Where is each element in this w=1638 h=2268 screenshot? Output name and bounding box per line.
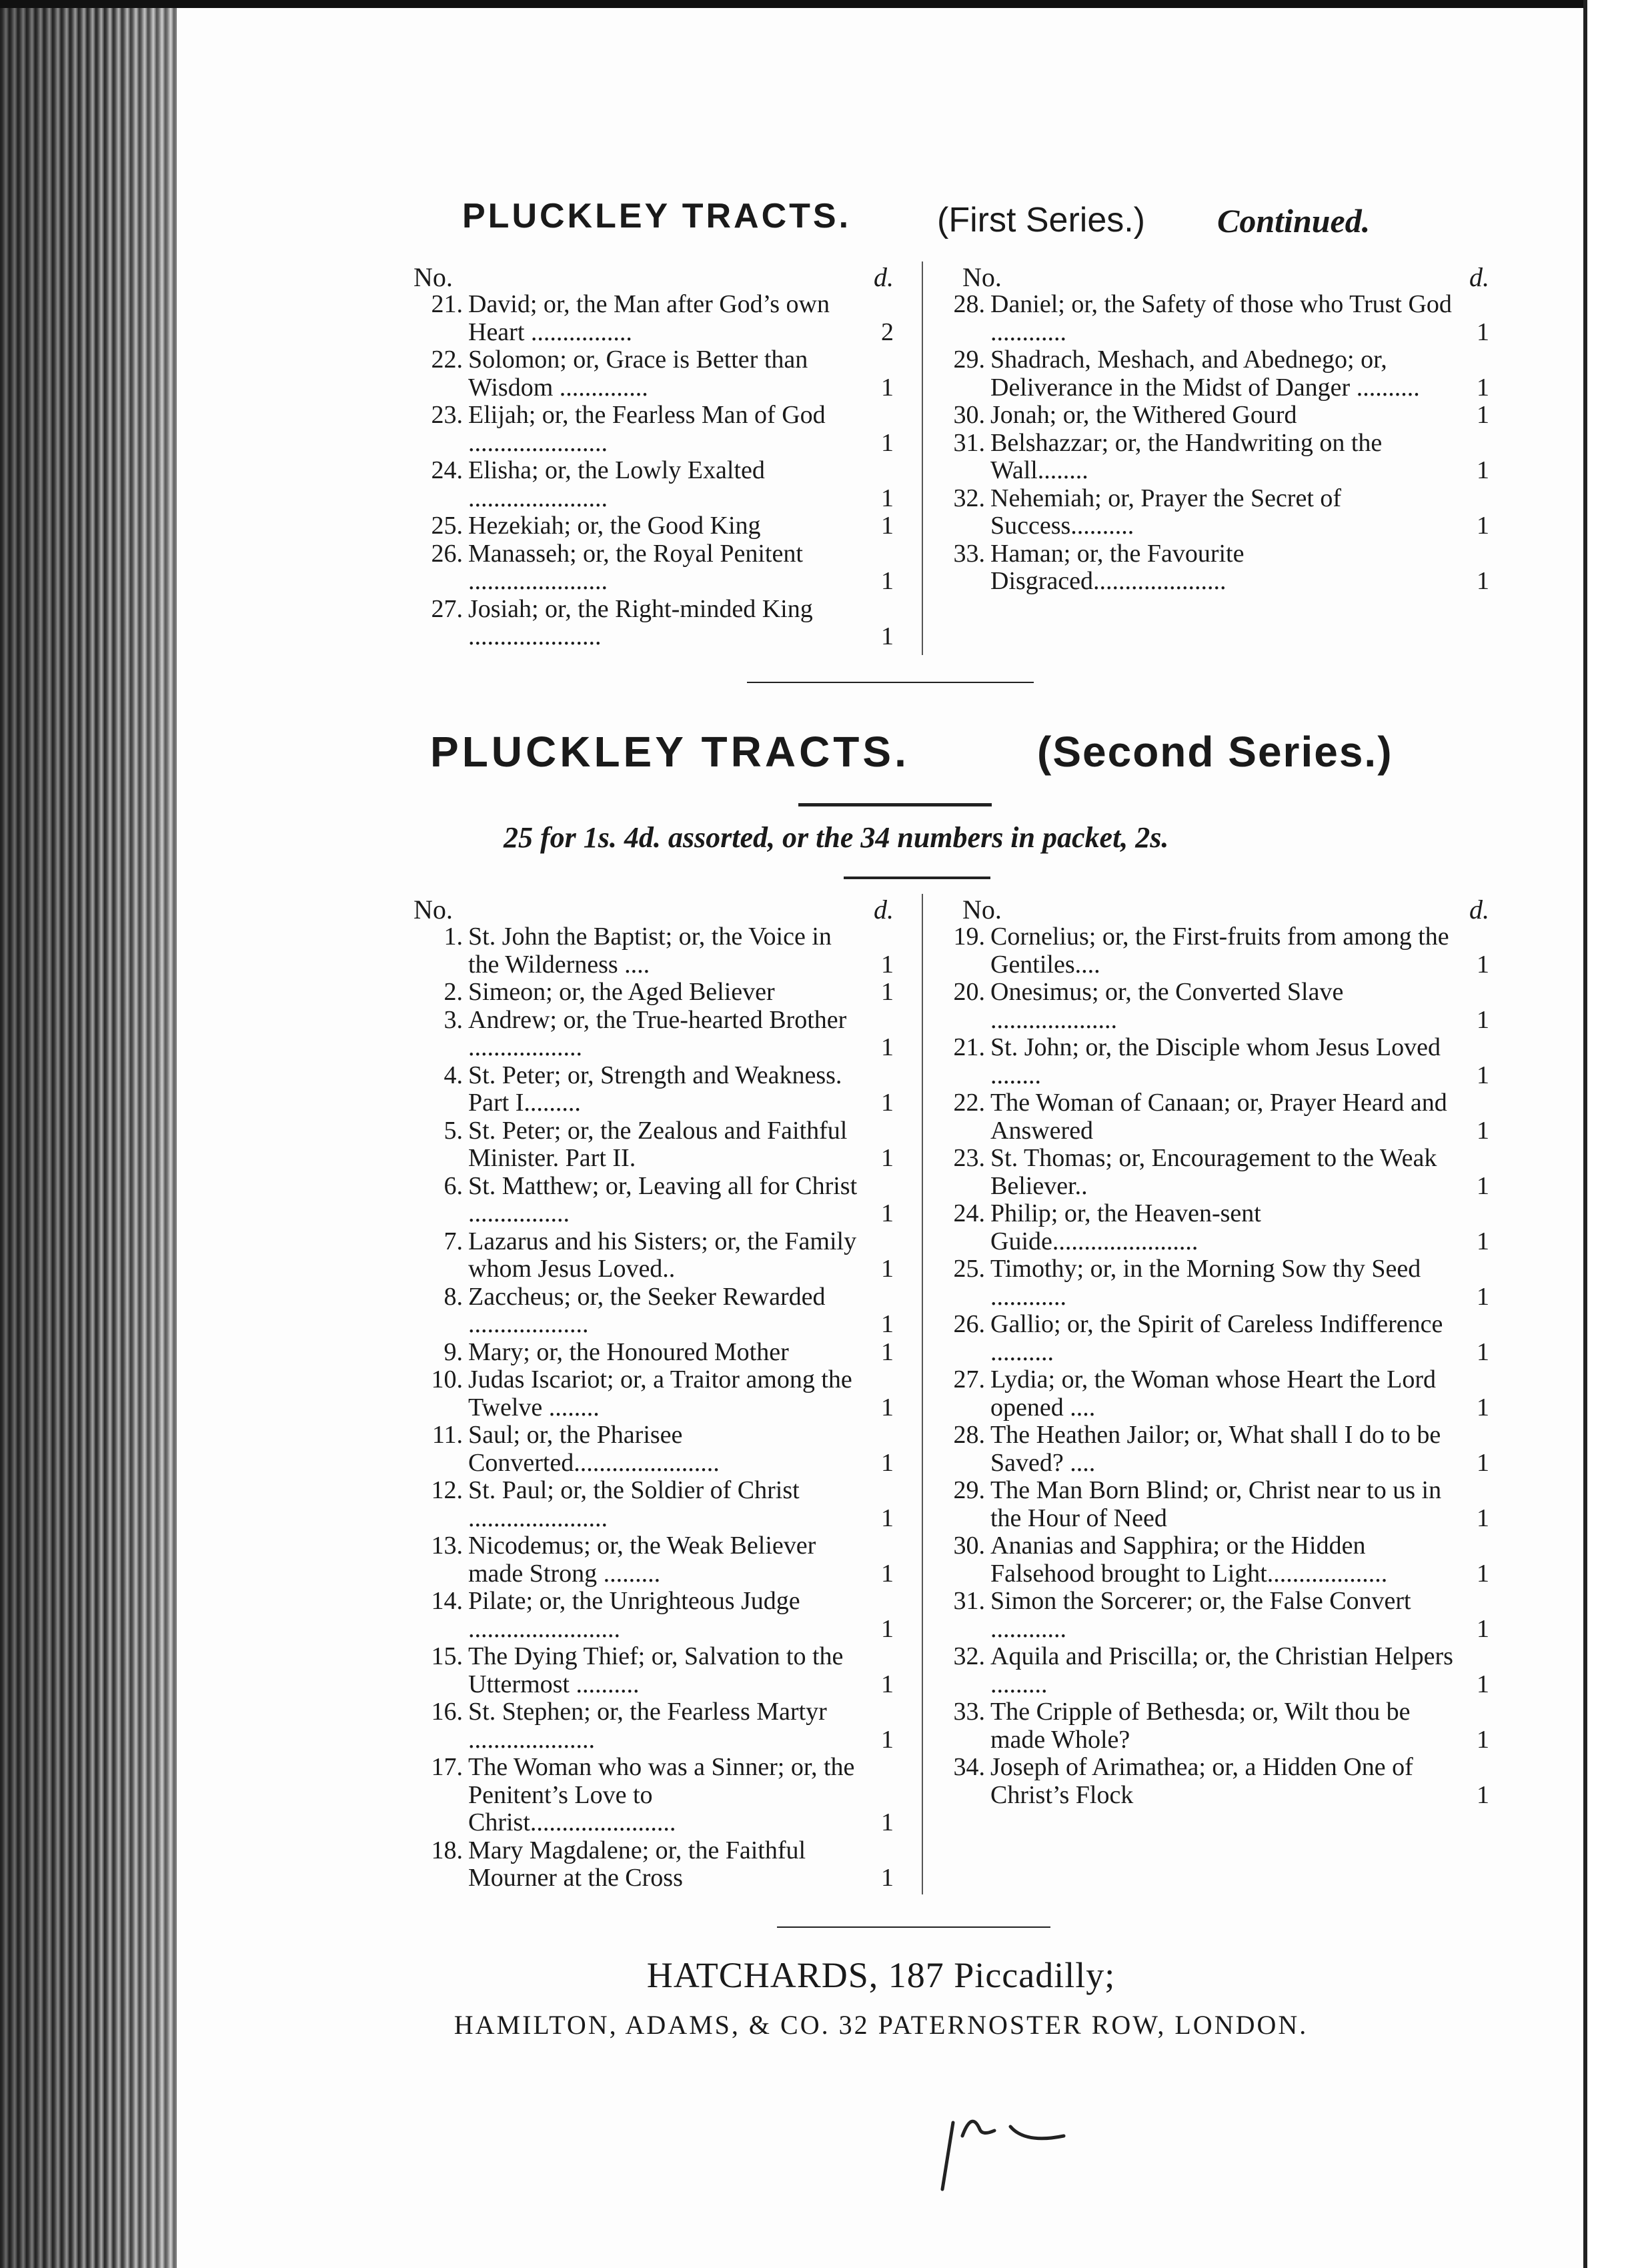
tract-number: 15. — [431, 1642, 463, 1670]
tract-number: 24. — [953, 1199, 985, 1227]
tract-entry — [414, 402, 894, 457]
tract-entry — [936, 1532, 1489, 1588]
tract-title: Zaccheus; or, the Seeker Rewarded ................... — [468, 1282, 826, 1338]
tract-price: 1 — [881, 567, 894, 595]
tract-entry — [936, 1643, 1489, 1698]
tract-price: 1 — [881, 1144, 894, 1172]
scan-border-right — [1583, 0, 1638, 2268]
tract-title: David; or, the Man after God’s own Heart ................ — [468, 290, 830, 346]
section-rule — [747, 682, 1034, 683]
tract-number: 3. — [444, 1005, 463, 1034]
tract-entry — [414, 1477, 894, 1532]
publisher-line-2: HAMILTON, ADAMS, & CO. 32 PATERNOSTER ROW, LONDON. — [454, 2010, 1309, 2040]
tract-title: Josiah; or, the Right-minded King ..................... — [468, 594, 813, 650]
catalogue-page — [175, 8, 1585, 2268]
tract-price: 1 — [881, 1670, 894, 1698]
tract-number: 22. — [953, 1089, 985, 1117]
tract-price: 1 — [881, 1808, 894, 1836]
number-header: No. — [962, 262, 1002, 292]
tract-entry — [936, 1311, 1489, 1366]
tract-number: 7. — [444, 1227, 463, 1255]
tract-price: 2 — [881, 318, 894, 346]
tract-price: 1 — [881, 1559, 894, 1588]
tract-entry — [414, 923, 894, 979]
tract-title: St. Paul; or, the Soldier of Christ ...................... — [468, 1476, 800, 1532]
number-header: No. — [962, 895, 1002, 925]
tract-number: 10. — [431, 1365, 463, 1393]
tract-entry — [936, 1588, 1489, 1643]
tract-number: 29. — [953, 346, 985, 374]
tract-entry — [936, 923, 1489, 979]
tract-price: 1 — [1477, 950, 1489, 979]
tract-number: 2. — [444, 978, 463, 1006]
tract-number: 30. — [953, 401, 985, 429]
tract-number: 23. — [953, 1144, 985, 1172]
second-series-right-column — [936, 894, 1489, 1809]
tract-price: 1 — [1477, 1282, 1489, 1311]
tract-title: The Cripple of Bethesda; or, Wilt thou be made Whole? — [990, 1698, 1411, 1754]
tract-title: The Woman who was a Sinner; or, the Penitent’s Love to Christ....................... — [468, 1753, 855, 1836]
tract-price: 1 — [1477, 1171, 1489, 1200]
tract-entry — [936, 430, 1489, 485]
tract-title: The Man Born Blind; or, Christ near to us in the Hour of Need — [990, 1476, 1442, 1532]
tract-title: St. Peter; or, Strength and Weakness. Part I......... — [468, 1061, 842, 1117]
tract-title: The Dying Thief; or, Salvation to the Uttermost .......... — [468, 1642, 844, 1698]
tract-price: 1 — [1477, 512, 1489, 540]
tract-title: St. Thomas; or, Encouragement to the Weak Believer.. — [990, 1144, 1437, 1200]
tract-price: 1 — [881, 1448, 894, 1477]
tract-entry — [414, 1366, 894, 1422]
tract-price: 1 — [1477, 1614, 1489, 1643]
tract-number: 19. — [953, 923, 985, 951]
tract-title: Lazarus and his Sisters; or, the Family whom Jesus Loved.. — [468, 1227, 857, 1283]
first-series-left-column — [414, 261, 894, 651]
tract-number: 31. — [953, 428, 985, 457]
tract-title: Joseph of Arimathea; or, a Hidden One of Christ’s Flock — [990, 1753, 1413, 1809]
tract-price: 1 — [1477, 318, 1489, 346]
tract-price: 1 — [881, 1504, 894, 1532]
tract-entry — [414, 1698, 894, 1754]
tract-price: 1 — [881, 373, 894, 402]
tract-price: 1 — [881, 622, 894, 650]
tract-list — [936, 291, 1489, 596]
tract-entry — [414, 291, 894, 346]
tract-title: St. John the Baptist; or, the Voice in the Wilderness .... — [468, 923, 832, 979]
tract-entry — [414, 1532, 894, 1588]
tract-price: 1 — [1477, 373, 1489, 402]
tract-title: Elijah; or, the Fearless Man of God ...................... — [468, 401, 826, 457]
tract-price: 1 — [881, 1614, 894, 1643]
tract-number: 6. — [444, 1171, 463, 1200]
tract-entry — [414, 1117, 894, 1173]
tract-number: 32. — [953, 1642, 985, 1670]
tract-number: 28. — [953, 290, 985, 318]
tract-number: 31. — [953, 1587, 985, 1615]
tract-title: Simeon; or, the Aged Believer — [468, 978, 775, 1006]
tract-number: 21. — [953, 1033, 985, 1061]
column-header — [936, 261, 1489, 291]
publisher-line-1: HATCHARDS, 187 Piccadilly; — [646, 1955, 1116, 1995]
tract-entry — [936, 1034, 1489, 1089]
tract-title: St. Peter; or, the Zealous and Faithful Minister. Part II. — [468, 1116, 848, 1172]
price-header: d. — [1469, 895, 1489, 925]
number-header: No. — [414, 262, 453, 292]
tract-entry — [414, 540, 894, 596]
first-series-right-column — [936, 261, 1489, 596]
tract-number: 8. — [444, 1282, 463, 1311]
tract-price: 1 — [881, 978, 894, 1006]
tract-entry — [936, 1477, 1489, 1532]
tract-title: Haman; or, the Favourite Disgraced..................... — [990, 539, 1245, 595]
tract-number: 1. — [444, 923, 463, 951]
tract-number: 22. — [431, 346, 463, 374]
tract-price: 1 — [1477, 1504, 1489, 1532]
title-underline — [798, 803, 992, 806]
tract-title: Simon the Sorcerer; or, the False Convert ............ — [990, 1587, 1411, 1643]
tract-price: 1 — [1477, 1116, 1489, 1145]
tract-price: 1 — [881, 1033, 894, 1061]
tract-price: 1 — [881, 1393, 894, 1422]
tract-entry — [936, 485, 1489, 540]
tract-number: 4. — [444, 1061, 463, 1089]
tract-number: 23. — [431, 401, 463, 429]
tract-entry — [414, 512, 894, 540]
first-series-label: (First Series.) — [937, 201, 1145, 239]
tract-price: 1 — [1477, 1780, 1489, 1809]
tract-price: 1 — [1477, 567, 1489, 595]
tract-number: 34. — [953, 1753, 985, 1781]
edge-shadow — [0, 0, 175, 2268]
tract-title: Andrew; or, the True-hearted Brother .................. — [468, 1005, 847, 1061]
column-header — [414, 261, 894, 291]
handwritten-mark — [930, 2096, 1117, 2196]
tract-entry — [936, 402, 1489, 430]
tract-price: 1 — [1477, 1559, 1489, 1588]
tract-title: Manasseh; or, the Royal Penitent ...................... — [468, 539, 803, 595]
tract-list — [414, 923, 894, 1892]
tract-number: 21. — [431, 290, 463, 318]
tract-number: 17. — [431, 1753, 463, 1781]
tract-entry — [936, 1145, 1489, 1200]
tract-entry — [936, 346, 1489, 402]
tract-number: 33. — [953, 539, 985, 568]
tract-entry — [936, 540, 1489, 596]
tract-price: 1 — [881, 950, 894, 979]
tract-entry — [414, 1062, 894, 1117]
tract-title: Nehemiah; or, Prayer the Secret of Success.......... — [990, 484, 1342, 540]
tract-number: 25. — [953, 1255, 985, 1283]
footer-rule — [777, 1926, 1050, 1928]
tract-title: Philip; or, the Heaven-sent Guide....................... — [990, 1199, 1261, 1255]
tract-price: 1 — [881, 428, 894, 457]
tract-price: 1 — [1477, 401, 1489, 429]
tract-entry — [414, 1643, 894, 1698]
tract-number: 30. — [953, 1532, 985, 1560]
second-series-title: PLUCKLEY TRACTS. — [430, 728, 910, 776]
tract-price: 1 — [1477, 1725, 1489, 1754]
tract-entry — [414, 979, 894, 1007]
tract-list — [414, 291, 894, 651]
tract-price: 1 — [881, 1089, 894, 1117]
tract-number: 5. — [444, 1116, 463, 1145]
tract-entry — [936, 1200, 1489, 1255]
tract-price: 1 — [1477, 1227, 1489, 1255]
tract-price: 1 — [1477, 1393, 1489, 1422]
second-series-label: (Second Series.) — [1037, 728, 1393, 776]
tract-entry — [936, 1422, 1489, 1477]
tract-title: Cornelius; or, the First-fruits from among the Gentiles.... — [990, 923, 1449, 979]
tract-title: Ananias and Sapphira; or the Hidden Falsehood brought to Light................... — [990, 1532, 1388, 1588]
note-underline — [844, 877, 990, 879]
tract-entry — [414, 596, 894, 651]
tract-title: The Heathen Jailor; or, What shall I do to be Saved? .... — [990, 1421, 1441, 1477]
tract-entry — [414, 1754, 894, 1837]
tract-number: 28. — [953, 1421, 985, 1449]
tract-number: 12. — [431, 1476, 463, 1504]
tract-number: 18. — [431, 1836, 463, 1864]
scan-border-top — [0, 0, 1638, 8]
tract-entry — [414, 457, 894, 512]
second-series-left-column — [414, 894, 894, 1892]
tract-number: 24. — [431, 456, 463, 484]
continued-label: Continued. — [1217, 202, 1371, 239]
tract-number: 33. — [953, 1698, 985, 1726]
column-header — [414, 894, 894, 923]
tract-number: 32. — [953, 484, 985, 512]
book-page-edges — [0, 0, 175, 2268]
tract-title: Pilate; or, the Unrighteous Judge ........................ — [468, 1587, 800, 1643]
tract-number: 26. — [431, 539, 463, 568]
column-header — [936, 894, 1489, 923]
tract-number: 13. — [431, 1532, 463, 1560]
tract-price: 1 — [1477, 1061, 1489, 1089]
tract-entry — [936, 979, 1489, 1034]
column-divider — [922, 261, 923, 655]
tract-number: 29. — [953, 1476, 985, 1504]
tract-entry — [414, 346, 894, 402]
tract-title: Solomon; or, Grace is Better than Wisdom .............. — [468, 346, 808, 402]
tract-title: St. Matthew; or, Leaving all for Christ ................ — [468, 1171, 858, 1227]
column-divider — [922, 894, 923, 1894]
tract-entry — [414, 1339, 894, 1367]
tract-title: Aquila and Priscilla; or, the Christian Helpers ......... — [990, 1642, 1453, 1698]
tract-title: Onesimus; or, the Converted Slave .................... — [990, 978, 1344, 1034]
tract-entry — [936, 291, 1489, 346]
price-header: d. — [874, 895, 894, 925]
tract-entry — [414, 1228, 894, 1283]
tract-price: 1 — [881, 512, 894, 540]
tract-list — [936, 923, 1489, 1809]
tract-title: Gallio; or, the Spirit of Careless Indifference .......... — [990, 1310, 1443, 1366]
tract-price: 1 — [1477, 1005, 1489, 1034]
tract-number: 27. — [431, 594, 463, 623]
tract-price: 1 — [881, 484, 894, 512]
tract-title: Saul; or, the Pharisee Converted....................... — [468, 1421, 720, 1477]
tract-title: The Woman of Canaan; or, Prayer Heard and Answered — [990, 1089, 1447, 1145]
price-header: d. — [1469, 262, 1489, 292]
tract-price: 1 — [881, 1337, 894, 1366]
tract-price: 1 — [881, 1864, 894, 1892]
tract-entry — [414, 1173, 894, 1228]
tract-title: Timothy; or, in the Morning Sow thy Seed ............ — [990, 1255, 1421, 1311]
tract-title: Nicodemus; or, the Weak Believer made Strong ......... — [468, 1532, 816, 1588]
tract-entry — [936, 1089, 1489, 1145]
tract-title: St. Stephen; or, the Fearless Martyr .................... — [468, 1698, 827, 1754]
tract-price: 1 — [1477, 1337, 1489, 1366]
tract-title: Belshazzar; or, the Handwriting on the Wall........ — [990, 428, 1383, 484]
tract-price: 1 — [881, 1255, 894, 1283]
tract-entry — [936, 1366, 1489, 1422]
tract-number: 11. — [432, 1421, 463, 1449]
tract-number: 27. — [953, 1365, 985, 1393]
price-note: 25 for 1s. 4d. assorted, or the 34 numbers in packet, 2s. — [504, 821, 1169, 854]
tract-price: 1 — [881, 1725, 894, 1754]
tract-entry — [936, 1698, 1489, 1754]
tract-price: 1 — [1477, 1670, 1489, 1698]
tract-entry — [936, 1754, 1489, 1809]
tract-entry — [414, 1283, 894, 1339]
first-series-title: PLUCKLEY TRACTS. — [462, 197, 852, 235]
tract-title: Jonah; or, the Withered Gourd — [990, 401, 1297, 429]
tract-number: 25. — [431, 512, 463, 540]
tract-price: 1 — [881, 1199, 894, 1227]
price-header: d. — [874, 262, 894, 292]
tract-price: 1 — [1477, 456, 1489, 484]
number-header: No. — [414, 895, 453, 925]
tract-number: 26. — [953, 1310, 985, 1338]
tract-price: 1 — [881, 1310, 894, 1338]
tract-number: 20. — [953, 978, 985, 1006]
tract-title: Judas Iscariot; or, a Traitor among the Twelve ........ — [468, 1365, 852, 1422]
tract-entry — [414, 1007, 894, 1062]
tract-number: 16. — [431, 1698, 463, 1726]
tract-title: Daniel; or, the Safety of those who Trust God ............ — [990, 290, 1452, 346]
tract-title: Shadrach, Meshach, and Abednego; or, Deliverance in the Midst of Danger .......... — [990, 346, 1420, 402]
tract-price: 1 — [1477, 1448, 1489, 1477]
tract-entry — [414, 1837, 894, 1892]
tract-title: Mary; or, the Honoured Mother — [468, 1337, 789, 1366]
tract-title: Hezekiah; or, the Good King — [468, 512, 761, 540]
tract-entry — [936, 1255, 1489, 1311]
tract-title: Elisha; or, the Lowly Exalted ...................... — [468, 456, 765, 512]
tract-number: 9. — [444, 1337, 463, 1366]
tract-title: Lydia; or, the Woman whose Heart the Lord opened .... — [990, 1365, 1436, 1422]
tract-number: 14. — [431, 1587, 463, 1615]
tract-title: St. John; or, the Disciple whom Jesus Loved ........ — [990, 1033, 1441, 1089]
tract-entry — [414, 1422, 894, 1477]
tract-title: Mary Magdalene; or, the Faithful Mourner at the Cross — [468, 1836, 806, 1892]
tract-entry — [414, 1588, 894, 1643]
